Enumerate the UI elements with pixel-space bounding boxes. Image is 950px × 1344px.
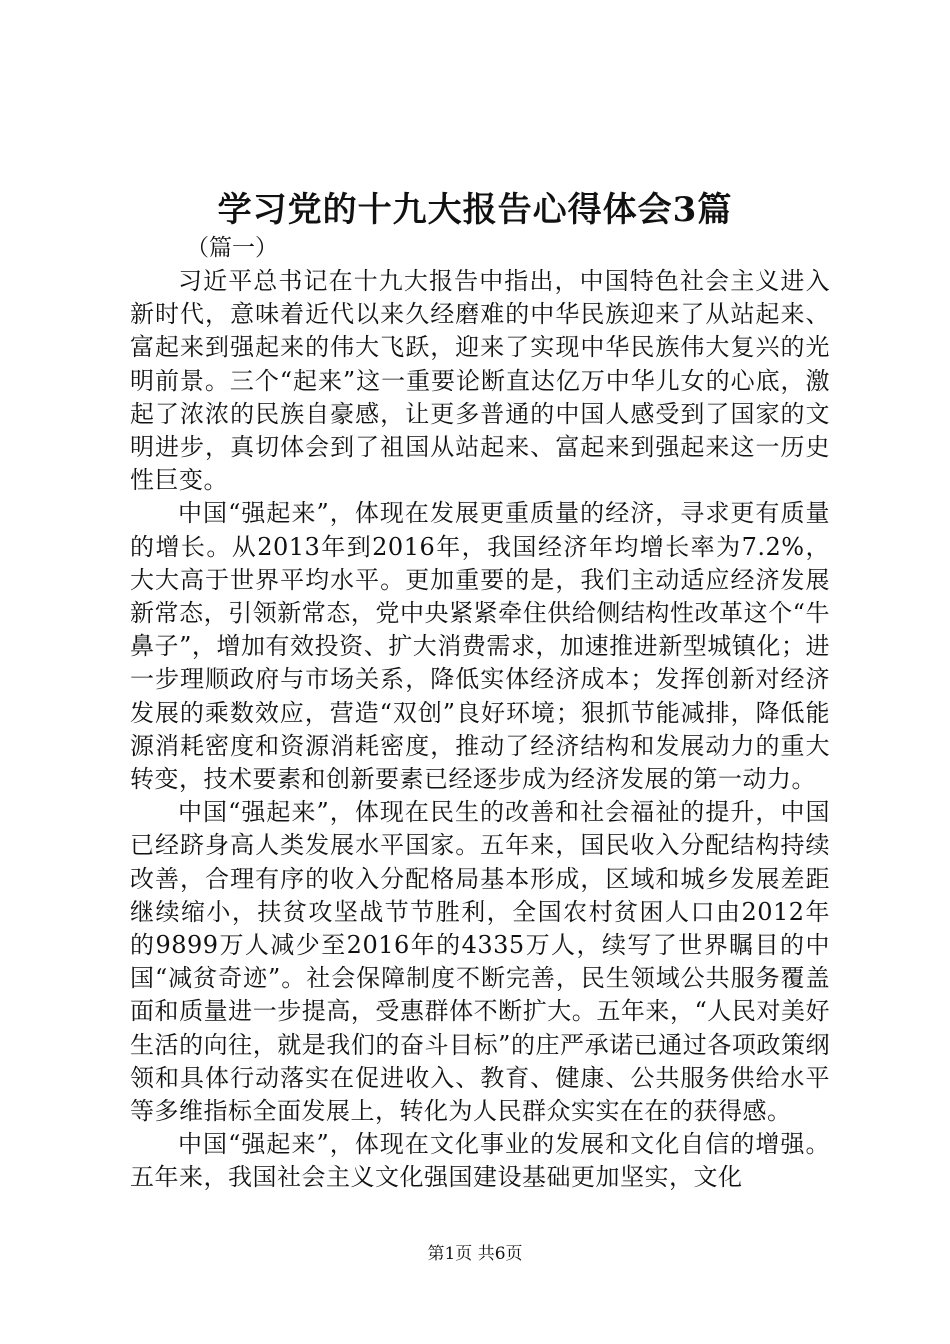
paragraph: 中国“强起来”，体现在民生的改善和社会福祉的提升，中国已经跻身高人类发展水平国家。五年来，国民收入分配结构持续改善，合理有序的收入分配格局基本形成，区域和城乡发展差距继续缩小，扶贫攻坚战节节胜利，全国农村贫困人口由2012年的9899万人减少至2016年的4335万人，续写了世界瞩目的中国“减贫奇迹”。社会保障制度不断完善，民生领域公共服务覆盖面和质量进一步提高，受惠群体不断扩大。五年来，“人民对美好生活的向往，就是我们的奋斗目标”的庄严承诺已通过各项政策纲领和具体行动落实在促进收入、教育、健康、公共服务供给水平等多维指标全面发展上，转化为人民群众实实在在的获得感。 (130, 798, 830, 1126)
paragraph: 中国“强起来”，体现在发展更重质量的经济，寻求更有质量的增长。从2013年到2016年，我国经济年均增长率为7.2%，大大高于世界平均水平。更加重要的是，我们主动适应经济发展新常态，引领新常态，党中央紧紧牵住供给侧结构性改革这个“牛鼻子”，增加有效投资、扩大消费需求，加速推进新型城镇化；进一步理顺政府与市场关系，降低实体经济成本；发挥创新对经济发展的乘数效应，营造“双创”良好环境；狠抓节能减排，降低能源消耗密度和资源消耗密度，推动了经济结构和发展动力的重大转变，技术要素和创新要素已经逐步成为经济发展的第一动力。 (130, 499, 830, 794)
page-number-footer: 第1页 共6页 (427, 1244, 523, 1264)
document-title: 学习党的十九大报告心得体会3篇 (217, 190, 733, 230)
section-heading: （篇一） (186, 235, 278, 261)
paragraph: 习近平总书记在十九大报告中指出，中国特色社会主义进入新时代，意味着近代以来久经磨难的中华民族迎来了从站起来、富起来到强起来的伟大飞跃，迎来了实现中华民族伟大复兴的光明前景。三个“起来”这一重要论断直达亿万中华儿女的心底，激起了浓浓的民族自豪感，让更多普通的中国人感受到了国家的文明进步，真切体会到了祖国从站起来、富起来到强起来这一历史性巨变。 (130, 267, 830, 495)
document-body (130, 232, 830, 1195)
paragraph: 中国“强起来”，体现在文化事业的发展和文化自信的增强。五年来，我国社会主义文化强国建设基础更加坚实，文化 (130, 1130, 830, 1192)
